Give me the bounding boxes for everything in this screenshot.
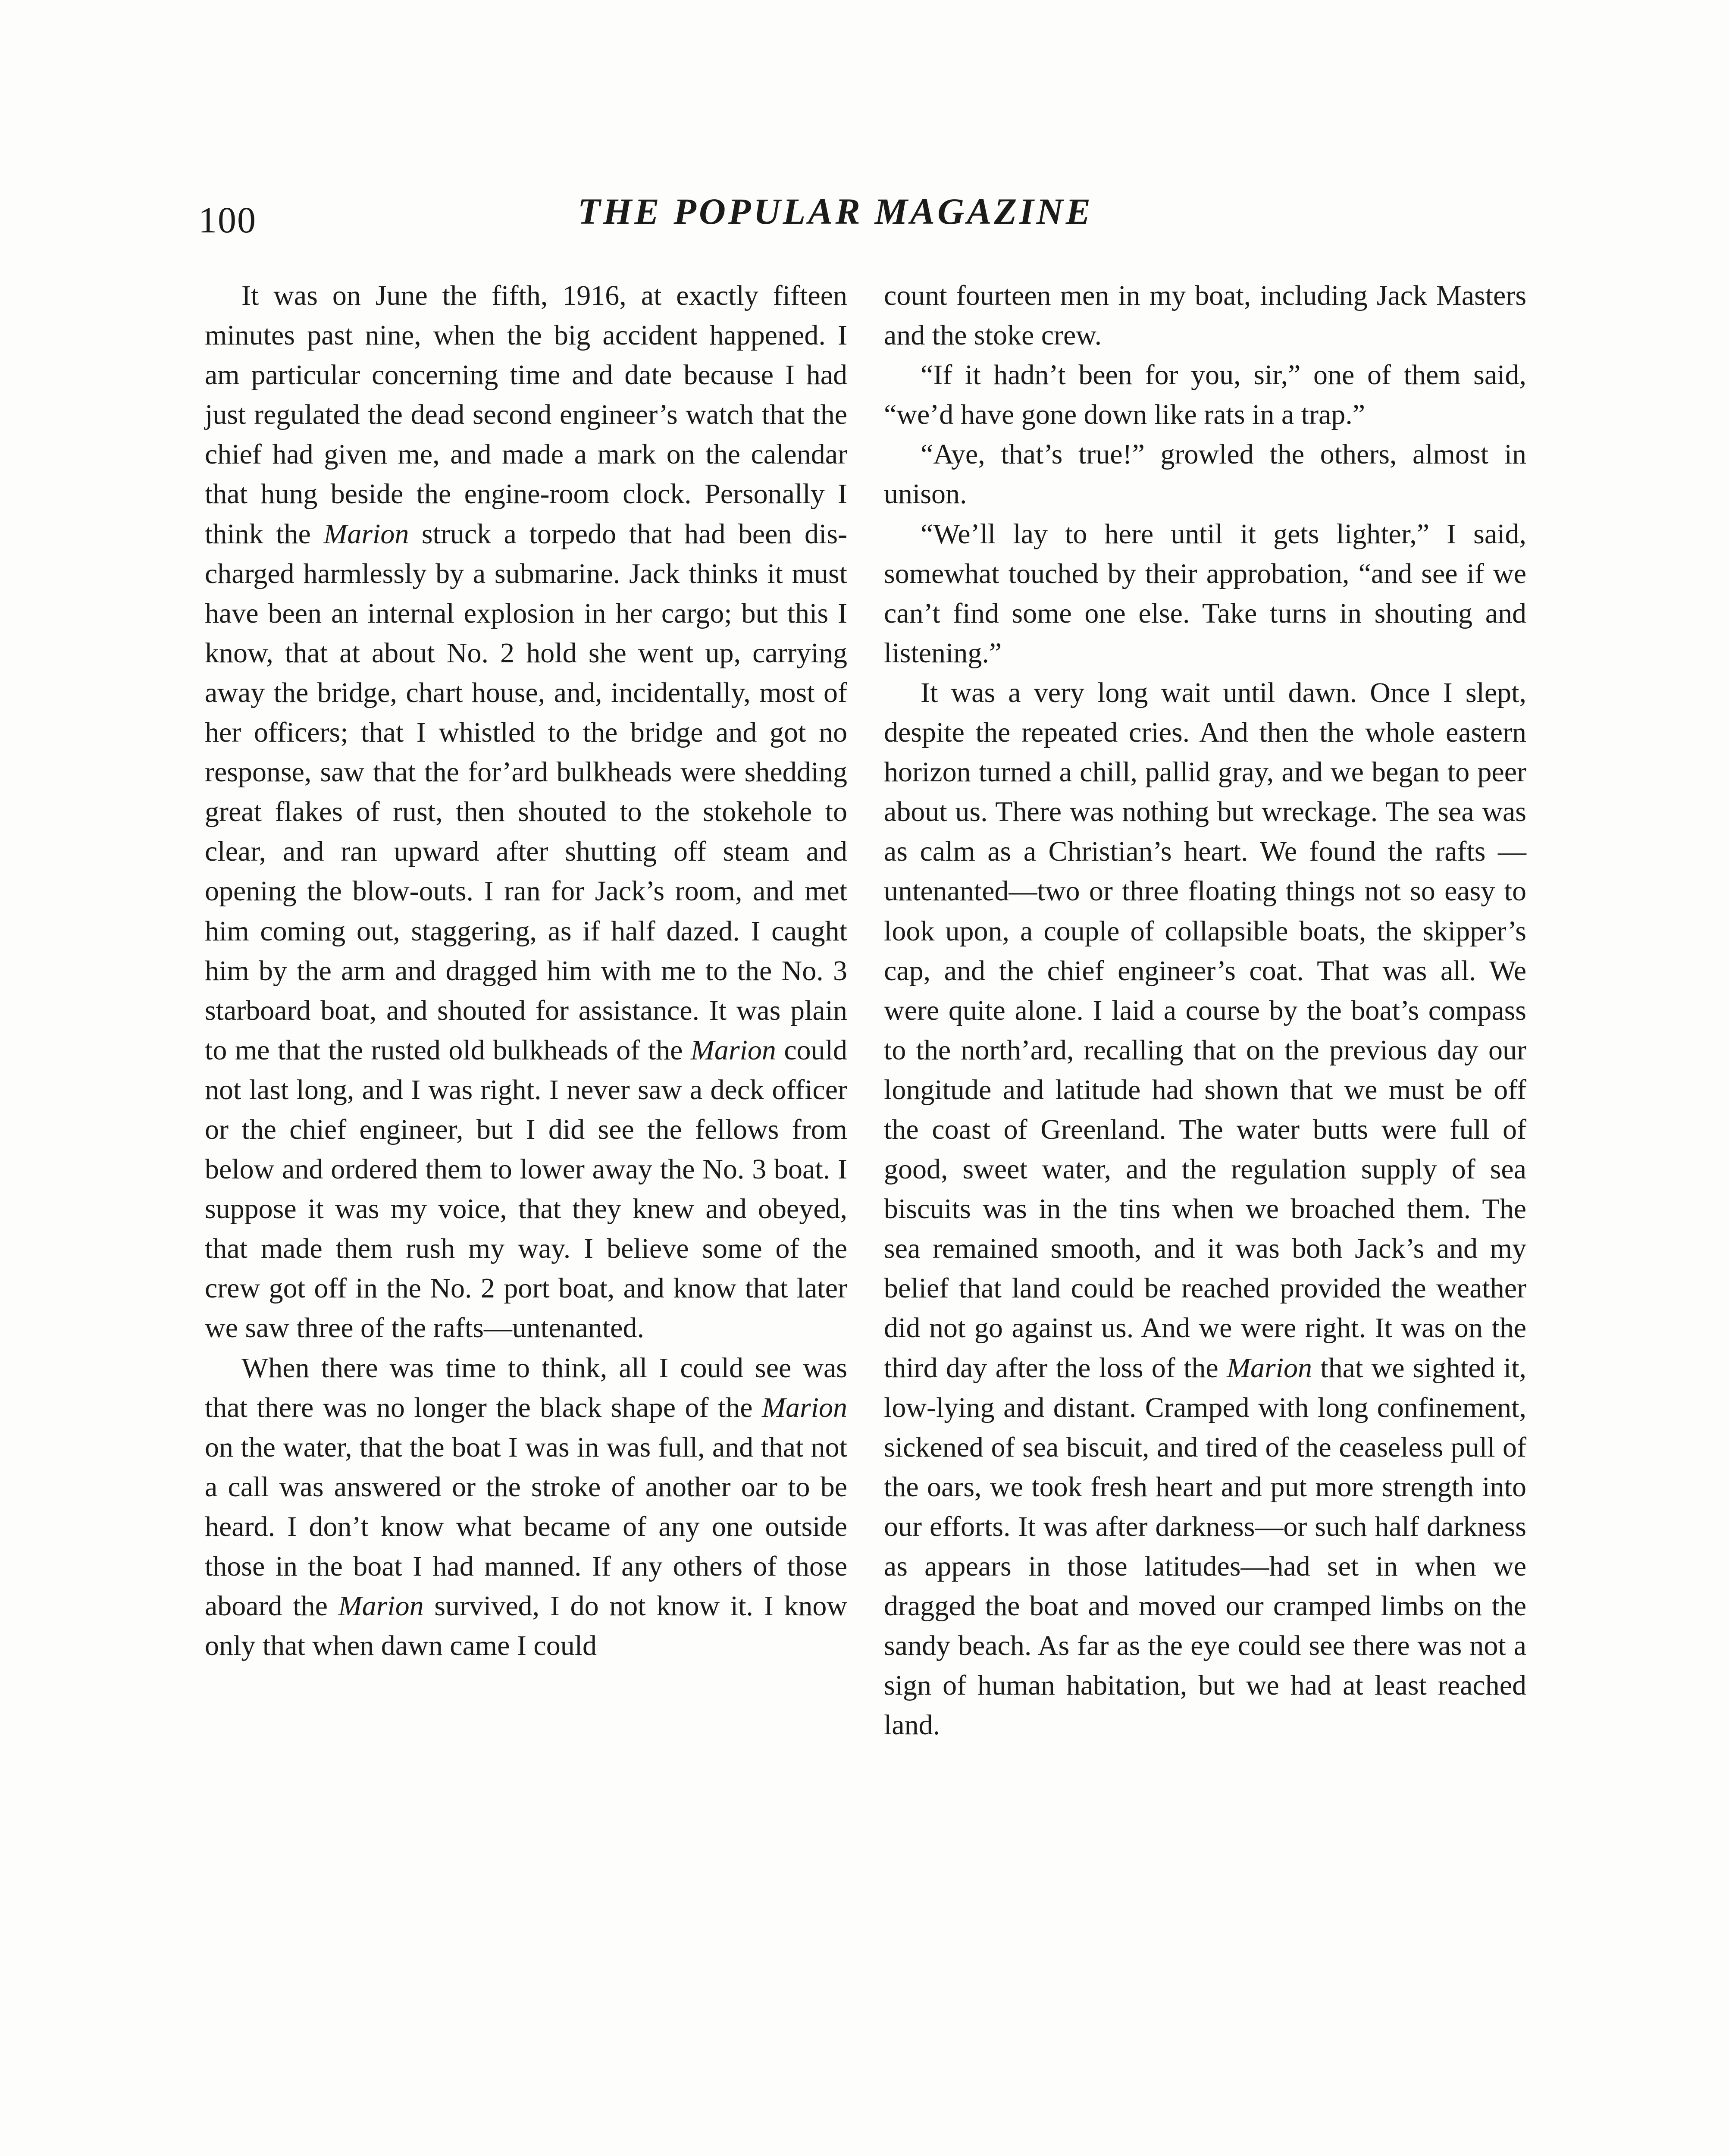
left-column bbox=[205, 276, 847, 1666]
paragraph-continued: count fourteen men in my boat, including Jack Masters and the stoke crew. bbox=[884, 280, 1526, 351]
page-header bbox=[198, 190, 1591, 250]
paragraph: When there was time to think, all I could see was that there was no longer the black shape of the Marion on the water, that the boat I was in was full, and that not a call was answered or the stroke of another oar to be heard. I don’t know what became of any one outside those in the boat I had manned. If any others of those aboard the Marion survived, I do not know it. I know only that when dawn came I could bbox=[205, 1352, 847, 1662]
paragraph: It was on June the fifth, 1916, at exactly fifteen minutes past nine, when the big accident happened. I am particular concerning time and date because I had just regulated the dead second engineer’s watch that the chief had given me, and made a mark on the calendar that hung beside the engine-room clock. Personally I think the Marion struck a torpedo that had been discharged harmlessly by a submarine. Jack thinks it must have been an internal explosion in her cargo; but this I know, that at about No. 2 hold she went up, carrying away the bridge, chart house, and, incidentally, most of her officers; that I whistled to the bridge and got no response, saw that the for’ard bulkheads were shedding great flakes of rust, then shouted to the stokehole to clear, and ran upward after shutting off steam and opening the blow-outs. I ran for Jack’s room, and met him coming out, staggering, as if half dazed. I caught him by the arm and dragged him with me to the No. 3 starboard boat, and shouted for assistance. It was plain to me that the rusted old bulkheads of the Marion could not last long, and I was right. I never saw a deck officer or the chief engineer, but I did see the fellows from below and ordered them to lower away the No. 3 boat. I suppose it was my voice, that they knew and obeyed, that made them rush my way. I believe some of the crew got off in the No. 2 port boat, and know that later we saw three of the rafts—untenanted. bbox=[205, 280, 847, 1344]
right-column bbox=[884, 276, 1526, 1745]
paragraph: “If it hadn’t been for you, sir,” one of them said, “we’d have gone down like rats in a trap.” bbox=[884, 359, 1526, 431]
page-number: 100 bbox=[198, 199, 257, 241]
paragraph: “Aye, that’s true!” growled the others, almost in unison. bbox=[884, 439, 1526, 510]
paragraph: It was a very long wait until dawn. Once I slept, despite the repeated cries. And then the whole eastern horizon turned a chill, pallid gray, and we began to peer about us. There was nothing but wreckage. The sea was as calm as a Christian’s heart. We found the rafts —untenanted—two or three floating things not so easy to look upon, a couple of collapsible boats, the skipper’s cap, and the chief engineer’s coat. That was all. We were quite alone. I laid a course by the boat’s compass to the north’ard, recalling that on the previous day our longitude and latitude had shown that we must be off the coast of Greenland. The water butts were full of good, sweet water, and the regulation supply of sea biscuits was in the tins when we broached them. The sea remained smooth, and it was both Jack’s and my belief that land could be reached provided the weather did not go against us. And we were right. It was on the third day after the loss of the Marion that we sighted it, low-lying and distant. Cramped with long confinement, sickened of sea biscuit, and tired of the ceaseless pull of the oars, we took fresh heart and put more strength into our efforts. It was after darkness—or such half darkness as appears in those latitudes—had set in when we dragged the boat and moved our cramped limbs on the sandy beach. As far as the eye could see there was not a sign of human habitation, but we had at least reached land. bbox=[884, 677, 1526, 1741]
running-title: THE POPULAR MAGAZINE bbox=[578, 191, 1093, 232]
paragraph: “We’ll lay to here until it gets lighter,” I said, somewhat touched by their approbation, “and see if we can’t find some one else. Take turns in shouting and listening.” bbox=[884, 518, 1526, 669]
